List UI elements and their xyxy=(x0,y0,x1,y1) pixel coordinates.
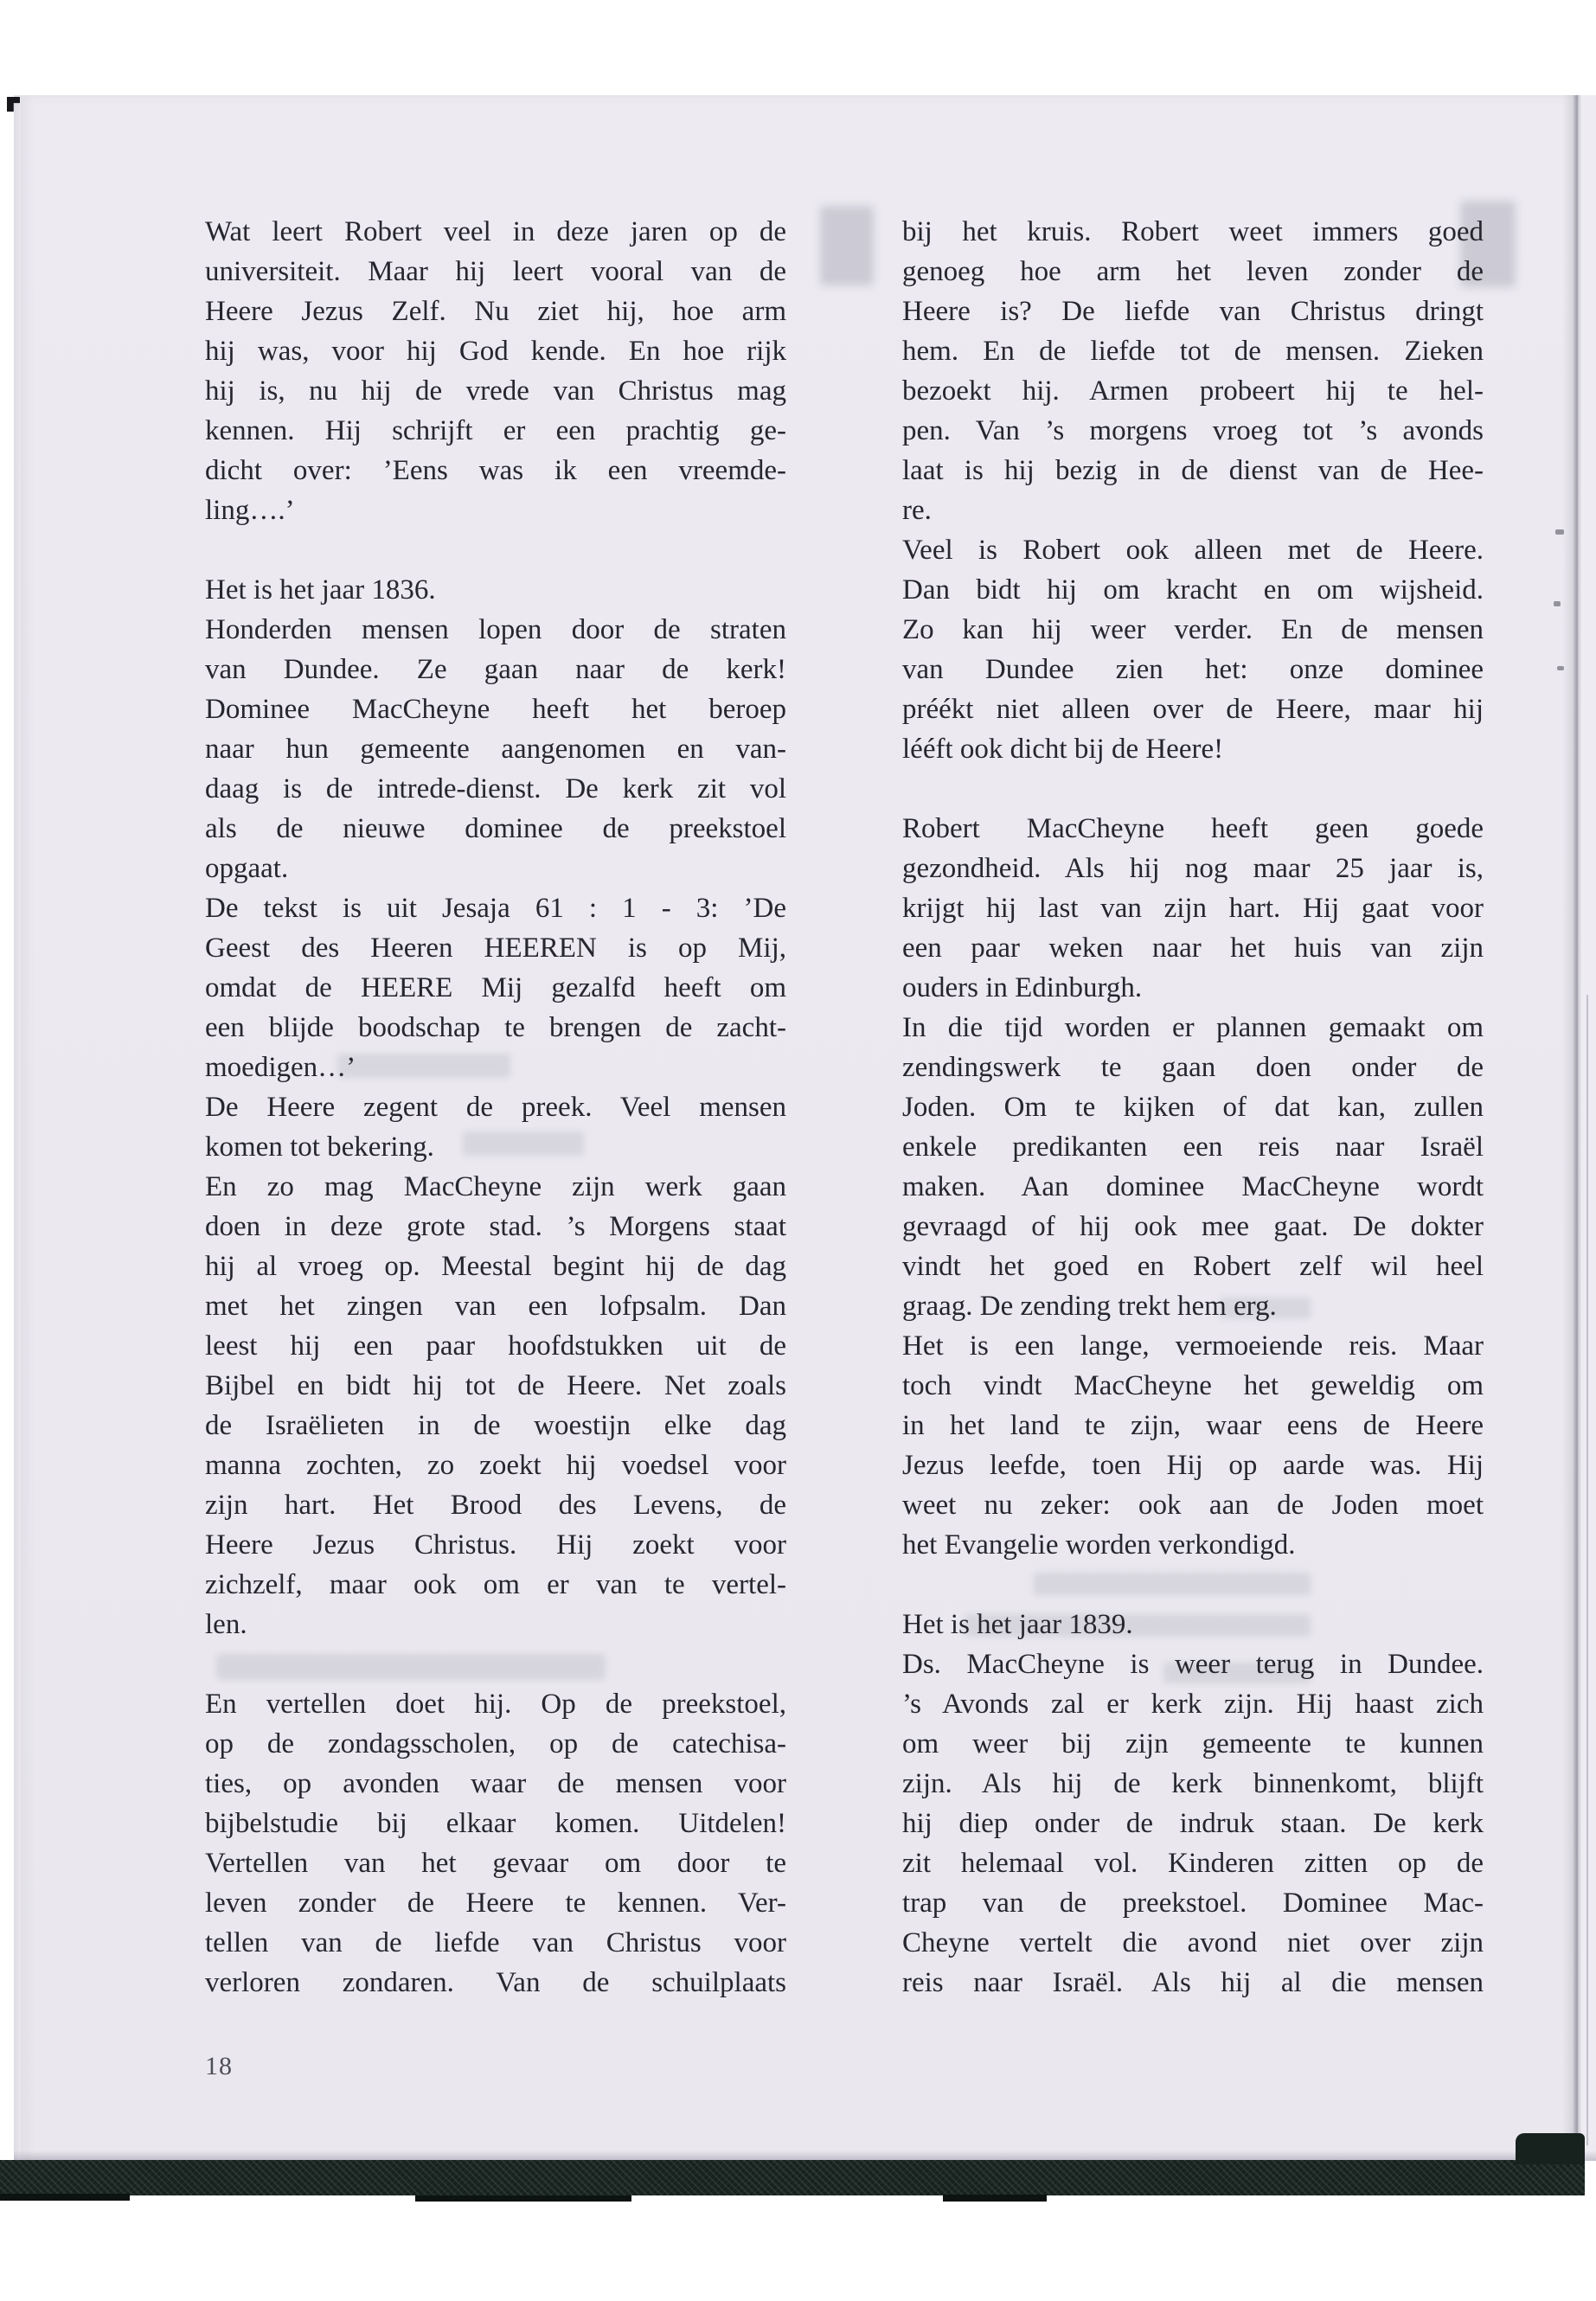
text-line: bezoekt hij. Armen probeert hij te hel- xyxy=(902,375,1484,407)
text-line: opgaat. xyxy=(205,853,289,884)
text-line: leest hij een paar hoofdstukken uit de xyxy=(205,1330,786,1362)
text-line: Vertellen van het gevaar om door te xyxy=(205,1848,786,1879)
paragraph-gap xyxy=(902,1565,1484,1605)
text-line: Veel is Robert ook alleen met de Heere. xyxy=(902,535,1484,566)
text-line: komen tot bekering. xyxy=(205,1131,434,1163)
text-line: len. xyxy=(205,1609,247,1640)
page-number: 18 xyxy=(205,2052,233,2080)
text-line: gezondheid. Als hij nog maar 25 jaar is, xyxy=(902,853,1484,884)
text-line: hij was, voor hij God kende. En hoe rijk xyxy=(205,336,786,367)
text-line: zichzelf, maar ook om er van te vertel- xyxy=(205,1569,786,1600)
book-cover-band-edge xyxy=(0,2194,130,2201)
text-line: bijbelstudie bij elkaar komen. Uitdelen! xyxy=(205,1808,786,1839)
text-line: Wat leert Robert veel in deze jaren op de xyxy=(205,216,786,247)
text-line: ties, op avonden waar de mensen voor xyxy=(205,1768,786,1799)
text-line: ouders in Edinburgh. xyxy=(902,972,1143,1003)
text-line: van Dundee zien het: onze dominee xyxy=(902,654,1484,685)
text-line: Bijbel en bidt hij tot de Heere. Net zoals xyxy=(205,1370,786,1401)
text-line: En vertellen doet hij. Op de preekstoel, xyxy=(205,1689,786,1720)
scan-speck xyxy=(1554,601,1561,606)
text-line: de Israëlieten in de woestijn elke dag xyxy=(205,1410,786,1441)
paragraph-gap xyxy=(205,530,786,570)
text-line: van Dundee. Ze gaan naar de kerk! xyxy=(205,654,786,685)
text-line: Geest des Heeren HEEREN is op Mij, xyxy=(205,933,786,964)
text-line: graag. De zending trekt hem erg. xyxy=(902,1291,1277,1322)
text-line: leven zonder de Heere te kennen. Ver- xyxy=(205,1888,786,1919)
text-line: De tekst is uit Jesaja 61 : 1 - 3: ’De xyxy=(205,893,786,924)
text-line: Het is het jaar 1839. xyxy=(902,1609,1133,1640)
scan-speck xyxy=(1557,666,1564,670)
text-line: pen. Van ’s morgens vroeg tot ’s avonds xyxy=(902,415,1484,446)
text-line: universiteit. Maar hij leert vooral van de xyxy=(205,256,786,287)
text-line: tellen van de liefde van Christus voor xyxy=(205,1927,786,1958)
page-edge-line xyxy=(1586,995,1588,2145)
text-line: toch vindt MacCheyne het geweldig om xyxy=(902,1370,1484,1401)
text-line: Heere Jezus Christus. Hij zoekt voor xyxy=(205,1529,786,1561)
text-line: Dominee MacCheyne heeft het beroep xyxy=(205,694,786,725)
text-line: En zo mag MacCheyne zijn werk gaan xyxy=(205,1171,786,1202)
text-line: dicht over: ’Eens was ik een vreemde- xyxy=(205,455,786,486)
text-line: in het land te zijn, waar eens de Heere xyxy=(902,1410,1484,1441)
page-left-curl xyxy=(14,95,38,2161)
text-line: een paar weken naar het huis van zijn xyxy=(902,933,1484,964)
book-cover-band-edge xyxy=(415,2195,631,2202)
text-line: zijn. Als hij de kerk binnenkomt, blijft xyxy=(902,1768,1484,1799)
paragraph-gap xyxy=(205,1644,786,1684)
text-line: om weer bij zijn gemeente te kunnen xyxy=(902,1728,1484,1759)
text-line: ling….’ xyxy=(205,495,295,526)
text-line: Heere is? De liefde van Christus dringt xyxy=(902,296,1484,327)
text-line: zit helemaal vol. Kinderen zitten op de xyxy=(902,1848,1484,1879)
text-line: moedigen…’ xyxy=(205,1052,356,1083)
text-line: bij het kruis. Robert weet immers goed xyxy=(902,216,1484,247)
text-line: zijn hart. Het Brood des Levens, de xyxy=(205,1490,786,1521)
text-line: vindt het goed en Robert zelf wil heel xyxy=(902,1251,1484,1282)
text-line: op de zondagsscholen, op de catechisa- xyxy=(205,1728,786,1759)
text-line: In die tijd worden er plannen gemaakt om xyxy=(902,1012,1484,1043)
text-line: Ds. MacCheyne is weer terug in Dundee. xyxy=(902,1649,1484,1680)
text-line: met het zingen van een lofpsalm. Dan xyxy=(205,1291,786,1322)
text-line: reis naar Israël. Als hij al die mensen xyxy=(902,1967,1484,1998)
book-cover-band-bump xyxy=(1516,2133,1585,2164)
text-line: hij is, nu hij de vrede van Christus mag xyxy=(205,375,786,407)
text-line: gevraagd of hij ook mee gaat. De dokter xyxy=(902,1211,1484,1242)
text-line: Heere Jezus Zelf. Nu ziet hij, hoe arm xyxy=(205,296,786,327)
text-line: De Heere zegent de preek. Veel mensen xyxy=(205,1092,786,1123)
text-line: het Evangelie worden verkondigd. xyxy=(902,1529,1296,1561)
text-line: krijgt hij last van zijn hart. Hij gaat voor xyxy=(902,893,1484,924)
text-line: doen in deze grote stad. ’s Morgens staat xyxy=(205,1211,786,1242)
text-line: omdat de HEERE Mij gezalfd heeft om xyxy=(205,972,786,1003)
text-line: als de nieuwe dominee de preekstoel xyxy=(205,813,786,844)
text-line: manna zochten, zo zoekt hij voedsel voor xyxy=(205,1450,786,1481)
text-line: préékt niet alleen over de Heere, maar hij xyxy=(902,694,1484,725)
text-line: verloren zondaren. Van de schuilplaats xyxy=(205,1967,786,1998)
text-line: maken. Aan dominee MacCheyne wordt xyxy=(902,1171,1484,1202)
text-line: Honderden mensen lopen door de straten xyxy=(205,614,786,645)
text-line: weet nu zeker: ook aan de Joden moet xyxy=(902,1490,1484,1521)
text-line: Cheyne vertelt die avond niet over zijn xyxy=(902,1927,1484,1958)
text-line: hij diep onder de indruk staan. De kerk xyxy=(902,1808,1484,1839)
text-line: zendingswerk te gaan doen onder de xyxy=(902,1052,1484,1083)
paragraph-gap xyxy=(902,769,1484,809)
text-line: hem. En de liefde tot de mensen. Zieken xyxy=(902,336,1484,367)
text-line: hij al vroeg op. Meestal begint hij de dag xyxy=(205,1251,786,1282)
text-line: Robert MacCheyne heeft geen goede xyxy=(902,813,1484,844)
text-line: Zo kan hij weer verder. En de mensen xyxy=(902,614,1484,645)
text-line: laat is hij bezig in de dienst van de Hee- xyxy=(902,455,1484,486)
text-line: Jezus leefde, toen Hij op aarde was. Hij xyxy=(902,1450,1484,1481)
text-line: ’s Avonds zal er kerk zijn. Hij haast zich xyxy=(902,1689,1484,1720)
page-binding-crease xyxy=(1562,95,1596,2161)
text-line: Dan bidt hij om kracht en om wijsheid. xyxy=(902,574,1484,606)
text-line: Het is een lange, vermoeiende reis. Maar xyxy=(902,1330,1484,1362)
text-line: daag is de intrede-dienst. De kerk zit vol xyxy=(205,773,786,804)
text-line: trap van de preekstoel. Dominee Mac- xyxy=(902,1888,1484,1919)
book-cover-band-edge xyxy=(943,2195,1047,2202)
text-line: kennen. Hij schrijft er een prachtig ge- xyxy=(205,415,786,446)
text-line: naar hun gemeente aangenomen en van- xyxy=(205,734,786,765)
bleedthrough-mark xyxy=(820,206,874,285)
text-column-left xyxy=(205,212,786,2003)
text-line: een blijde boodschap te brengen de zacht- xyxy=(205,1012,786,1043)
text-line: re. xyxy=(902,495,932,526)
scan-speck xyxy=(1555,529,1564,535)
text-line: genoeg hoe arm het leven zonder de xyxy=(902,256,1484,287)
text-column-right xyxy=(902,212,1484,2003)
book-cover-band xyxy=(0,2160,1585,2195)
text-line: Het is het jaar 1836. xyxy=(205,574,436,606)
text-line: Joden. Om te kijken of dat kan, zullen xyxy=(902,1092,1484,1123)
text-line: lééft ook dicht bij de Heere! xyxy=(902,734,1224,765)
text-line: enkele predikanten een reis naar Israël xyxy=(902,1131,1484,1163)
